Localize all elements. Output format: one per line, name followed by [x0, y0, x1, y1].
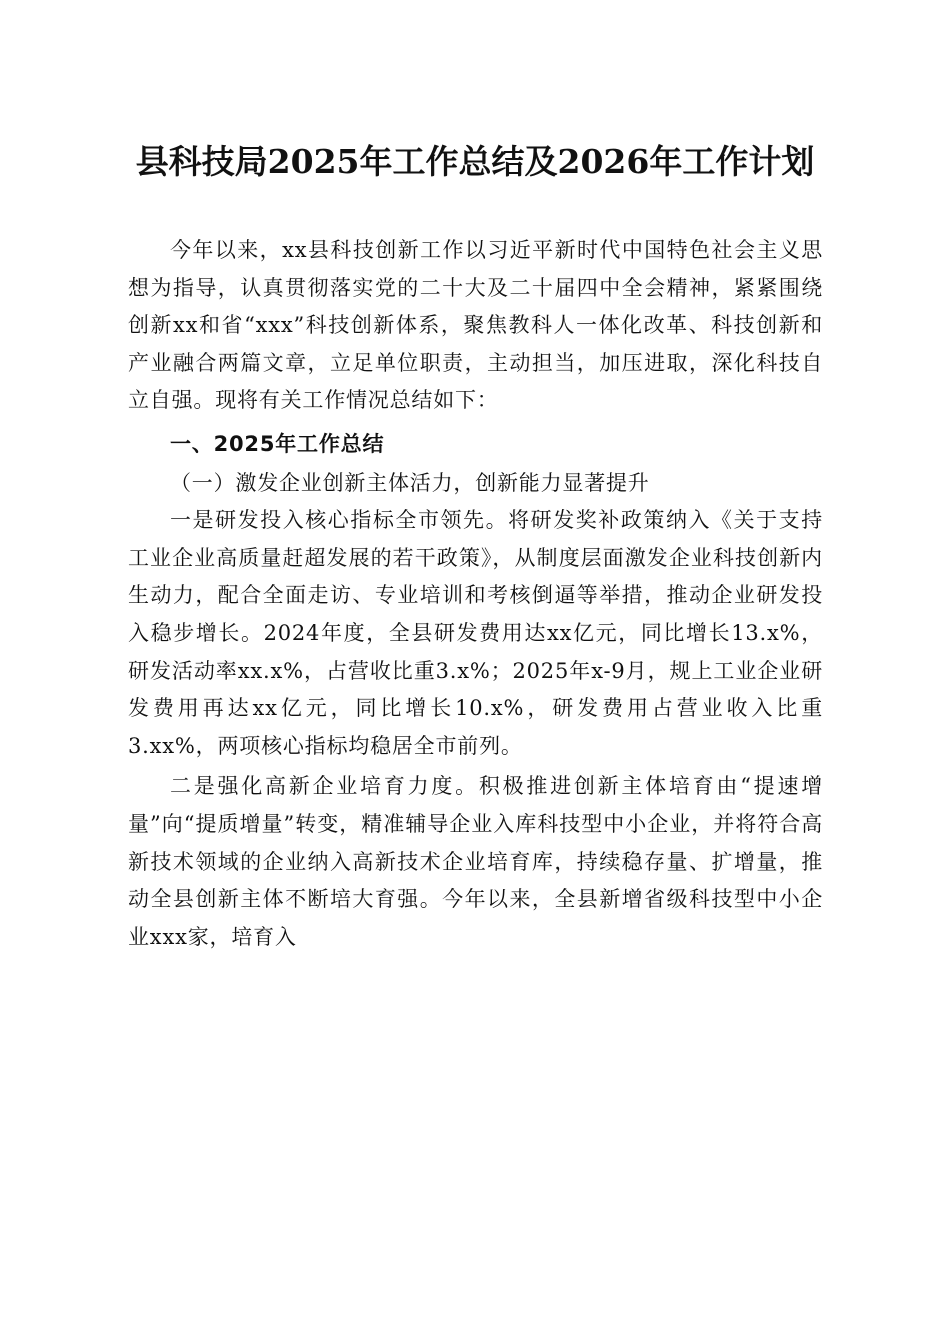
paragraph-rd-investment [128, 502, 823, 765]
paragraph-hightech-enterprises [128, 768, 823, 956]
document-title: 县科技局2025年工作总结及2026年工作计划 [135, 142, 815, 181]
paragraph-lead: 二是强化高新企业培育力度。 [170, 774, 479, 799]
subsection-heading: （一）激发企业创新主体活力，创新能力显著提升 [170, 470, 650, 495]
paragraph-text: 将研发奖补政策纳入《关于支持工业企业高质量赶超发展的若干政策》，从制度层面激发企业科技创新内生动力，配合全面走访、专业培训和考核倒逼等举措，推动企业研发投入稳步增长。2024年度，全县研发费用达xx亿元，同比增长13.x%，研发活动率xx.x%，占营收比重3.x%；2025年x-9月，规上工业企业研发费用再达xx亿元，同比增长10.x%，研发费用占营业收入比重3.xx%，两项核心指标均稳居全市前列。 [128, 508, 823, 758]
paragraph-lead: 一是研发投入核心指标全市领先。 [170, 508, 509, 533]
paragraph-text: 积极推进创新主体培育由“提速增量”向“提质增量”转变，精准辅导企业入库科技型中小企业，并将符合高新技术领域的企业纳入高新技术企业培育库，持续稳存量、扩增量，推动全县创新主体不断培大育强。今年以来，全县新增省级科技型中小企业xxx家，培育入 [128, 774, 824, 949]
document-body [128, 232, 823, 956]
section-heading: 一、2025年工作总结 [170, 431, 385, 456]
intro-paragraph: 今年以来，xx县科技创新工作以习近平新时代中国特色社会主义思想为指导，认真贯彻落实党的二十大及二十届四中全会精神，紧紧围绕创新xx和省“xxx”科技创新体系，聚焦教科人一体化改革、科技创新和产业融合两篇文章，立足单位职责，主动担当，加压进取，深化科技自立自强。现将有关工作情况总结如下： [128, 238, 823, 413]
